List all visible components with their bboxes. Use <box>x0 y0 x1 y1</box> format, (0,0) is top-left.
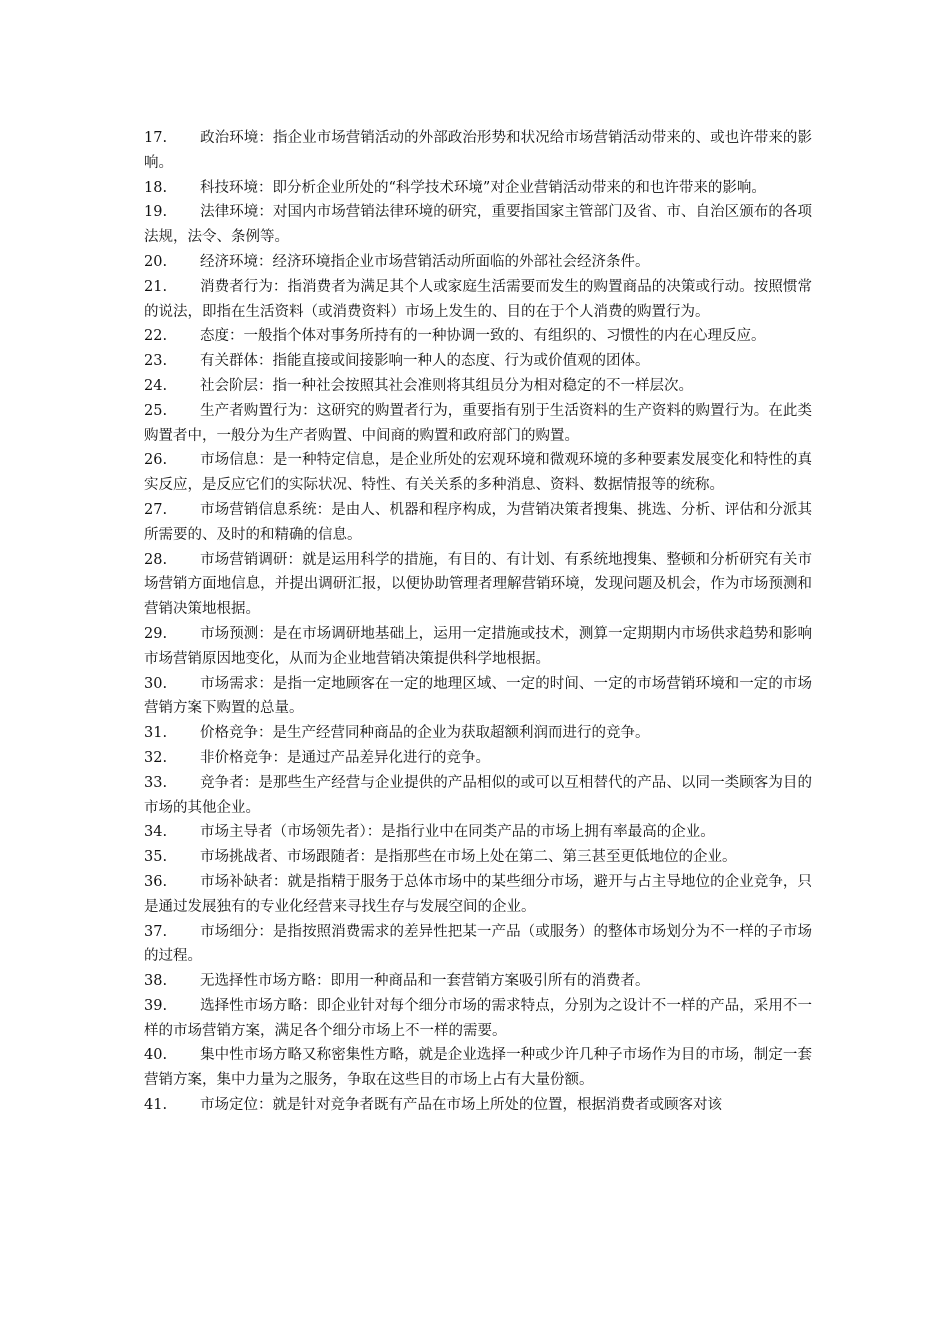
entry-number: 24. <box>144 377 168 394</box>
entry-text: 社会阶层：指一种社会按照其社会准则将其组员分为相对稳定的不一样层次。 <box>200 377 693 394</box>
entry-number: 18. <box>144 179 168 196</box>
entry-number: 22. <box>144 328 168 345</box>
entry-number: 28. <box>144 551 168 568</box>
entry-text: 市场营销信息系统：是由人、机器和程序构成，为营销决策者搜集、挑选、分析、评估和分派其所需要的、及时的和精确的信息。 <box>144 501 812 543</box>
glossary-entry <box>144 200 812 250</box>
entry-text: 选择性市场方略：即企业针对每个细分市场的需求特点，分别为之设计不一样的产品，采用不一样的市场营销方案，满足各个细分市场上不一样的需要。 <box>144 997 812 1039</box>
glossary-entry <box>144 969 812 994</box>
glossary-entry <box>144 275 812 325</box>
entry-text: 科技环境：即分析企业所处的“科学技术环境”对企业营销活动带来的和也许带来的影响。 <box>200 179 766 196</box>
entry-number: 20. <box>144 253 168 270</box>
glossary-body <box>144 126 812 1118</box>
entry-number: 23. <box>144 353 168 370</box>
entry-number: 34. <box>144 824 168 841</box>
glossary-entry <box>144 548 812 622</box>
entry-text: 集中性市场方略又称密集性方略，就是企业选择一种或少许几种子市场作为目的市场，制定一套营销方案，集中力量为之服务，争取在这些目的市场上占有大量份额。 <box>144 1047 812 1089</box>
glossary-entry <box>144 250 812 275</box>
glossary-entry <box>144 176 812 201</box>
glossary-entry <box>144 1093 812 1118</box>
entry-text: 无选择性市场方略：即用一种商品和一套营销方案吸引所有的消费者。 <box>200 973 650 990</box>
entry-text: 态度：一般指个体对事务所持有的一种协调一致的、有组织的、习惯性的内在心理反应。 <box>200 328 766 345</box>
entry-text: 市场补缺者：就是指精于服务于总体市场中的某些细分市场，避开与占主导地位的企业竞争，只是通过发展独有的专业化经营来寻找生存与发展空间的企业。 <box>144 873 812 915</box>
glossary-entry <box>144 672 812 722</box>
entry-number: 25. <box>144 402 168 419</box>
entry-number: 19. <box>144 204 168 221</box>
entry-number: 39. <box>144 997 168 1014</box>
glossary-entry <box>144 374 812 399</box>
entry-text: 市场营销调研：就是运用科学的措施，有目的、有计划、有系统地搜集、整顿和分析研究有关市场营销方面地信息，并提出调研汇报，以便协助管理者理解营销环境，发现问题及机会，作为市场预测和营销决策地根据。 <box>144 551 812 618</box>
entry-number: 17. <box>144 130 168 146</box>
entry-number: 31. <box>144 725 168 742</box>
glossary-entry <box>144 845 812 870</box>
entry-number: 27. <box>144 501 168 518</box>
glossary-entry <box>144 1043 812 1093</box>
entry-number: 26. <box>144 452 168 469</box>
glossary-entry <box>144 448 812 498</box>
entry-number: 36. <box>144 873 168 890</box>
entry-number: 40. <box>144 1047 168 1064</box>
entry-text: 经济环境：经济环境指企业市场营销活动所面临的外部社会经济条件。 <box>200 253 650 270</box>
entry-text: 市场需求：是指一定地顾客在一定的地理区域、一定的时间、一定的市场营销环境和一定的市场营销方案下购置的总量。 <box>144 675 812 717</box>
glossary-entry <box>144 324 812 349</box>
glossary-entry <box>144 399 812 449</box>
entry-text: 竞争者：是那些生产经营与企业提供的产品相似的或可以互相替代的产品、以同一类顾客为目的市场的其他企业。 <box>144 774 812 816</box>
entry-number: 37. <box>144 923 168 940</box>
entry-number: 33. <box>144 774 168 791</box>
entry-text: 市场细分：是指按照消费需求的差异性把某一产品（或服务）的整体市场划分为不一样的子市场的过程。 <box>144 923 812 965</box>
entry-number: 41. <box>144 1097 168 1114</box>
glossary-entry <box>144 349 812 374</box>
entry-number: 38. <box>144 973 168 990</box>
entry-text: 市场主导者（市场领先者）：是指行业中在同类产品的市场上拥有率最高的企业。 <box>200 824 715 841</box>
entry-text: 消费者行为：指消费者为满足其个人或家庭生活需要而发生的购置商品的决策或行动。按照惯常的说法，即指在生活资料（或消费资料）市场上发生的、目的在于个人消费的购置行为。 <box>144 278 812 320</box>
entry-text: 市场定位：就是针对竞争者既有产品在市场上所处的位置，根据消费者或顾客对该 <box>200 1097 722 1114</box>
entry-number: 35. <box>144 849 168 866</box>
entry-text: 市场挑战者、市场跟随者：是指那些在市场上处在第二、第三甚至更低地位的企业。 <box>200 849 737 866</box>
entry-number: 32. <box>144 749 168 766</box>
entry-text: 价格竞争：是生产经营同种商品的企业为获取超额利润而进行的竞争。 <box>200 725 650 742</box>
entry-number: 29. <box>144 625 168 642</box>
entry-number: 21. <box>144 278 168 295</box>
entry-text: 非价格竞争：是通过产品差异化进行的竞争。 <box>200 749 490 766</box>
entry-text: 法律环境：对国内市场营销法律环境的研究，重要指国家主管部门及省、市、自治区颁布的各项法规，法令、条例等。 <box>144 204 812 246</box>
entry-text: 生产者购置行为：这研究的购置者行为，重要指有别于生活资料的生产资料的购置行为。在此类购置者中，一般分为生产者购置、中间商的购置和政府部门的购置。 <box>144 402 812 444</box>
entry-number: 30. <box>144 675 168 692</box>
entry-text: 有关群体：指能直接或间接影响一种人的态度、行为或价值观的团体。 <box>200 353 650 370</box>
entry-text: 市场预测：是在市场调研地基础上，运用一定措施或技术，测算一定期期内市场供求趋势和影响市场营销原因地变化，从而为企业地营销决策提供科学地根据。 <box>144 625 812 667</box>
glossary-entry <box>144 920 812 970</box>
glossary-entry <box>144 126 812 176</box>
glossary-entry <box>144 820 812 845</box>
entry-text: 政治环境：指企业市场营销活动的外部政治形势和状况给市场营销活动带来的、或也许带来的影响。 <box>144 130 812 171</box>
glossary-entry <box>144 994 812 1044</box>
glossary-entry <box>144 771 812 821</box>
glossary-entry <box>144 622 812 672</box>
glossary-entry <box>144 721 812 746</box>
glossary-entry <box>144 870 812 920</box>
glossary-entry <box>144 498 812 548</box>
entry-text: 市场信息：是一种特定信息，是企业所处的宏观环境和微观环境的多种要素发展变化和特性的真实反应，是反应它们的实际状况、特性、有关关系的多种消息、资料、数据情报等的统称。 <box>144 452 812 494</box>
glossary-entry <box>144 746 812 771</box>
